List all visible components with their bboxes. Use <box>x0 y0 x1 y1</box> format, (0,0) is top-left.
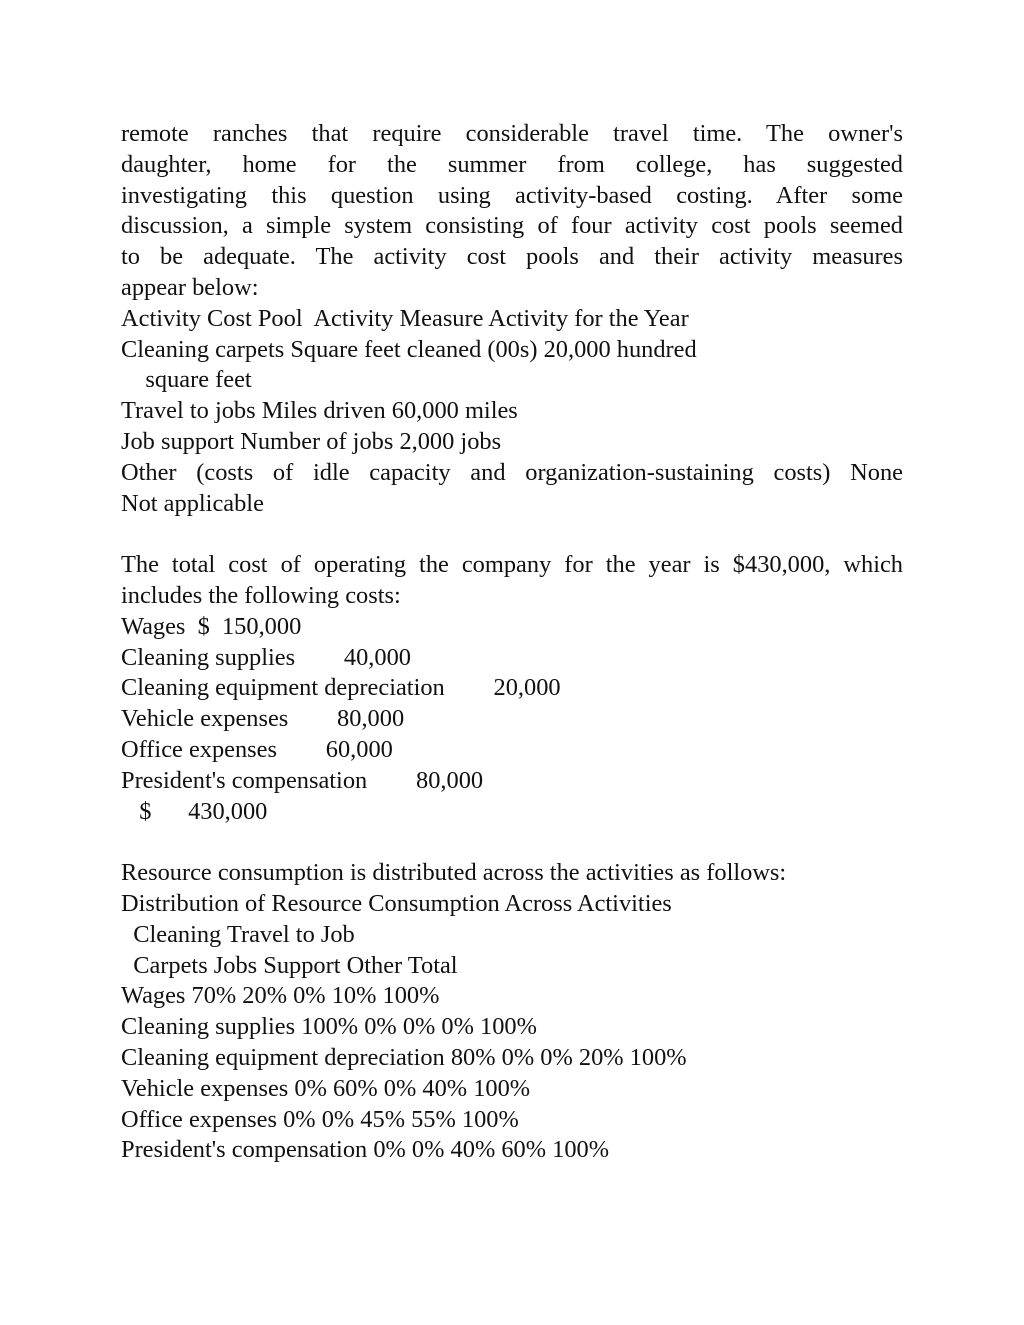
activity-pools-header: Activity Cost Pool Activity Measure Activity for the Year <box>121 304 689 332</box>
activity-pools-row-other: Not applicable <box>121 489 264 517</box>
cost-total-row: $ 430,000 <box>121 797 268 825</box>
intro-paragraph <box>121 119 903 304</box>
distribution-row: Wages 70% 20% 0% 10% 100% <box>121 982 440 1010</box>
distribution-row: Cleaning equipment depreciation 80% 0% 0% 20% 100% <box>121 1043 687 1071</box>
cost-row: President's compensation 80,000 <box>121 766 484 794</box>
distribution-row: Cleaning supplies 100% 0% 0% 0% 100% <box>121 1013 537 1041</box>
distribution-row: President's compensation 0% 0% 40% 60% 100% <box>121 1136 610 1164</box>
cost-table <box>121 612 903 828</box>
distribution-header: Carpets Jobs Support Other Total <box>121 951 458 979</box>
intro-line: appear below: <box>121 273 259 301</box>
cost-row: Cleaning supplies 40,000 <box>121 643 411 671</box>
distribution-row: Vehicle expenses 0% 60% 0% 40% 100% <box>121 1074 531 1102</box>
cost-row: Office expenses 60,000 <box>121 735 393 763</box>
distribution-title: Distribution of Resource Consumption Across Activities <box>121 889 672 917</box>
activity-pools-row: square feet <box>121 366 252 394</box>
activity-pools-row: Cleaning carpets Square feet cleaned (00s) 20,000 hundred <box>121 335 697 363</box>
spacer <box>121 827 903 858</box>
document-body <box>121 119 903 1166</box>
distribution-section <box>121 858 903 1166</box>
distribution-header: Cleaning Travel to Job <box>121 920 355 948</box>
cost-row: Vehicle expenses 80,000 <box>121 705 405 733</box>
cost-row: Cleaning equipment depreciation 20,000 <box>121 674 561 702</box>
activity-pools-row: Job support Number of jobs 2,000 jobs <box>121 427 502 455</box>
spacer <box>121 519 903 550</box>
intro-line: remote ranches that require considerable travel time. The owner's <box>121 120 903 147</box>
intro-line: daughter, home for the summer from college, has suggested <box>121 150 903 178</box>
activity-pools-row-other: Other (costs of idle capacity and organization-sustaining costs) None <box>121 458 903 486</box>
cost-intro-line: includes the following costs: <box>121 581 401 609</box>
cost-intro-line: The total cost of operating the company for the year is $430,000, which <box>121 551 903 579</box>
intro-line: discussion, a simple system consisting of four activity cost pools seemed <box>121 212 903 240</box>
activity-pools-table <box>121 304 903 520</box>
activity-pools-row: Travel to jobs Miles driven 60,000 miles <box>121 397 518 425</box>
cost-paragraph <box>121 550 903 612</box>
resource-intro: Resource consumption is distributed across the activities as follows: <box>121 859 787 887</box>
intro-line: to be adequate. The activity cost pools and their activity measures <box>121 243 903 271</box>
intro-line: investigating this question using activity-based costing. After some <box>121 181 903 209</box>
cost-row: Wages $ 150,000 <box>121 612 302 640</box>
distribution-row: Office expenses 0% 0% 45% 55% 100% <box>121 1105 519 1133</box>
